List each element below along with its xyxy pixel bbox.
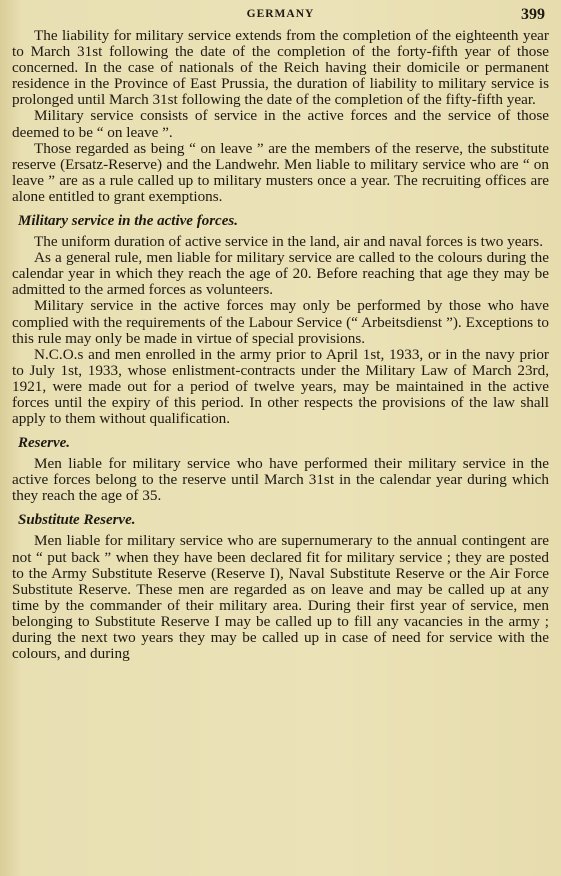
heading-reserve: Reserve.: [18, 435, 71, 452]
paragraph-duration: The uniform duration of active service in the land, air and naval forces is two years.: [34, 233, 544, 251]
heading-active-forces: Military service in the active forces.: [18, 213, 238, 230]
page-header: [12, 6, 549, 28]
paragraph-service-types: Military service consists of service in the active forces and the service of those deemed to be “ on leave ”.: [12, 107, 549, 141]
paragraph-substitute-reserve: Men liable for military service who are supernumerary to the annual contingent are not “ put back ” when they have been declared fit for military service ; they are posted to the Army Substitute Reserve (Reserve I), Naval Substitute Reserve or the Air Force Substitute Reserve. These men are regarded as on leave and may be called up at any time by the commander of their military area. During their first year of service, men belonging to Substitute Reserve I may be called up to fill any vacancies in the army ; during the next two years they may be called up in case of need for service with the colours, and during: [12, 532, 549, 663]
running-head: GERMANY: [246, 8, 315, 20]
paragraph-enlistment: N.C.O.s and men enrolled in the army prior to April 1st, 1933, or in the navy prior to July 1st, 1933, whose enlistment-contracts under the Military Law of March 23rd, 1921, were made out for a period of twelve years, may be maintained in the active forces until the expiry of this period. In other respects the provisions of the law shall apply to them without qualification.: [12, 345, 549, 428]
page-body: [12, 28, 549, 662]
paragraph-reserve: Men liable for military service who have performed their military service in the active forces belong to the reserve until March 31st in the calendar year during which they reach the age of 35.: [12, 455, 549, 505]
paragraph-call-up-age: As a general rule, men liable for military service are called to the colours during the calendar year in which they reach the age of 20. Before reaching that age they may be admitted to the armed forces as volunteers.: [12, 249, 549, 299]
paragraph-liability: The liability for military service extends from the completion of the eighteenth year to March 31st following the date of the completion of the forty-fifth year of those concerned. In the case of nationals of the Reich having their domicile or permanent residence in the Province of East Prussia, the duration of liability to military service is prolonged until March 31st following the date of the completion of the fifty-fifth year.: [12, 27, 549, 109]
paragraph-labour-service: Military service in the active forces may only be performed by those who have complied with the requirements of the Labour Service (“ Arbeitsdienst ”). Exceptions to this rule may only be made in virtue of special provisions.: [12, 297, 549, 347]
heading-substitute-reserve: Substitute Reserve.: [18, 512, 136, 529]
paragraph-on-leave: Those regarded as being “ on leave ” are the members of the reserve, the substitute reserve (Ersatz-Reserve) and the Landwehr. Men liable to military service who are “ on leave ” are as a rule called up to military musters once a year. The recruiting offices are alone entitled to grant exemptions.: [12, 139, 549, 205]
page-number: 399: [521, 6, 545, 23]
